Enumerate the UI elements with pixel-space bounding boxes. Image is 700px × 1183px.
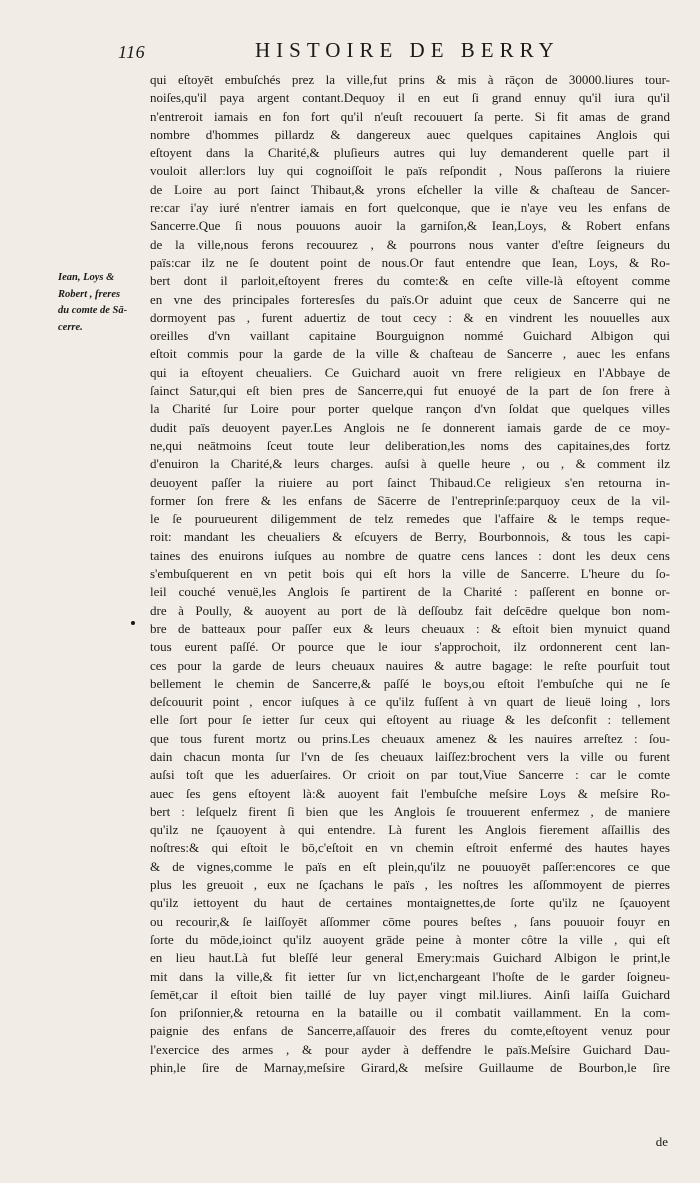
text-line: d'enuiron la Charité,& leurs charges. auſsi à quelle heure , ou , & comment ilz [150,456,670,472]
text-line: plus les greuoit , eux ne ſçachans le païs , les noſtres les aſſommoyent de pierres [150,877,670,893]
text-line: dain chacun monta ſur l'vn de ſes cheuaux laiſſez:brochent vers la ville ou furent [150,748,670,764]
running-title: HISTOIRE DE BERRY [255,38,560,62]
text-line: ſemēt,car il eſtoit bien taillé de luy payer vingt mil.liures. Ainſi laiſſa Guichard [150,986,670,1002]
text-line: la Charité ſur Loire pour porter quelque rançon d'vn ſoldat que quelques villes [150,401,670,417]
margin-note-line: cerre. [58,321,83,333]
text-line: ou recourir,& ſe laiſſoyēt aſſommer cōme poures beſtes , ſans pouuoir fouyr en [150,913,670,929]
text-line: oreilles d'vn vaillant capitaine Bourguignon nommé Guichard Albigon qui [150,328,670,344]
text-line: qui ia eſtoyent cheualiers. Ce Guichard auoit vn frere religieux en l'Abbaye de [150,364,670,380]
text-line: & de vignes,comme le païs en eſt plein,qu'ilz ne pouuoyēt paſſer:encores ce que [150,858,670,874]
text-line: ſon priſonnier,& retourna en la bataille ou il combatit vaillamment. En la com- [150,1005,670,1021]
text-line: leil couché venuë,les Anglois ſe partirent de la Charité : paſſerent en bonne or- [150,584,670,600]
text-line: former ſon frere & les enfans de Sācerre de l'entreprinſe:parquoy ceux de la vil- [150,492,670,508]
text-line: de la ville,nous ferons recouurez , & pourrons nous vanter d'eſtre ſeigneurs du [150,236,670,252]
text-line: de Loire au port ſainct Thibaut,& yrons eſcheller la ville & chaſteau de Sancer- [150,181,670,197]
text-line: bert dont il parloit,eſtoyent freres du comte:& en ceſte ville-là eſtoyent comme [150,273,670,289]
text-line: phin,le ſire de Marnay,meſsire Girard,& meſsire Guillaume de Bourbon,le ſire [150,1060,670,1076]
text-line: eſtoit commis pour la garde de la ville & chaſteau de Sancerre , auec les enfans [150,346,670,362]
text-line: elle ſort pour ſe ietter ſur ceux qui eſtoyent au riuage & les deſconfit : tellement [150,712,670,728]
text-line: noſtres:& qui eſtoit le bō,c'eſtoit en vn chemin eſtroit enfermé des hautes hayes [150,840,670,856]
text-line: en vne des principales forteresſes du païs.Or aduint que ceux de Sancerre qui ne [150,291,670,307]
text-line: s'embuſquerent en vn petit bois qui eſt hors la ville de Sancerre. L'heure du ſo- [150,566,670,582]
margin-note-line: Robert , freres [58,288,121,300]
text-line: eſtoyent dans la Charité,& pluſieurs autres qui luy demanderent quelle part il [150,145,670,161]
text-line: vouloit aller:lors luy qui cognoiſſoit le païs reſpondit , Nous paſſerons la riuiere [150,163,670,179]
text-line: le ſe pourueurent diligemment de telz remedes que l'affaire & le temps reque- [150,511,670,527]
text-line: bre de batteaux pour paſſer eux & leurs cheuaux : & eſtoit bien mynuict quand [150,620,670,636]
text-line: tous eurent paſſé. Or pource que le iour s'approchoit, ilz ordonnerent cent lan- [150,639,670,655]
body-text [150,71,670,1077]
text-line: n'entreroit iamais en fon fort qu'il n'euſt recouuert ſa perte. Si fit amas de grand [150,108,670,124]
text-line: en lieu haut.Là fut bleſſé leur general Emery:mais Guichard Albigon le print,le [150,950,670,966]
text-line: dormoyent pas , furent aduertiz de tout cecy : & en vindrent les nouuelles aux [150,309,670,325]
text-line: l'exercice des armes , & pour ayder à deffendre le païs.Meſsire Guichard Dau- [150,1041,670,1057]
margin-note-line: Iean, Loys & [58,272,115,283]
text-line: taines des enuirons iuſques au nombre de quatre cens lances : dont les deux cens [150,547,670,563]
text-line: noiſes,qu'il paya argent contant.Dequoy il en eut ſi grand ennuy qu'il iura qu'il [150,90,670,106]
text-line: deſcouurit point , encor iuſques à ce qu'ilz fuſſent à vn quart de lieuë loing , lors [150,694,670,710]
margin-bullet-icon [131,621,135,625]
text-line: qu'ilz ne ſçauoyent à qui entendre. Là furent les Anglois fierement aſſaillis des [150,822,670,838]
text-line: ne,qui neātmoins ſceut toute leur deliberation,les noms des capitaines,des fortz [150,437,670,453]
text-line: dudit païs deuoyent payer.Les Anglois ne ſe donnerent iamais garde de ce moy- [150,419,670,435]
text-line: qu'ilz iettoyent du haut de certaines montaignettes,de ſorte qu'ilz ne ſçauoyent [150,895,670,911]
page-header [0,38,700,68]
text-line: nombre d'hommes pillardz & dangereux auec quelques capitaines Anglois qui [150,126,670,142]
text-line: dre à Poully, & auoyent au port de là deſſoubz fait deſcēdre quelque bon nom- [150,602,670,618]
text-line: re:car i'ay iuré n'entrer iamais en fort quelconque, que ie n'aye veu les enfans de [150,200,670,216]
text-line: auec ſes gens eſtoyent là:& auoyent fait l'embuſche meſsire Loys & meſsire Ro- [150,785,670,801]
text-line: que tous furent mortz ou prins.Les cheuaux amenez & les nauires arreſtez : ſou- [150,730,670,746]
text-line: bert : leſquelz firent ſi bien que les Anglois ſe trouuerent enfermez , de maniere [150,803,670,819]
text-line: ces pour la garde de leurs cheuaux nauires & autre bagage: le reſte pourſuit tout [150,657,670,673]
margin-note [58,270,150,336]
text-line: roit: mandant les cheualiers & eſcuyers de Berry, Bourbonnois, & tous les capi- [150,529,670,545]
page-number: 116 [118,42,146,62]
text-line: bellement le chemin de Sancerre,& paſſé le boys,ou eſtoit l'embuſche qui ne ſe [150,675,670,691]
text-line: Sancerre.Que ſi nous pouuons auoir la garniſon,& Iean,Loys, & Robert enfans [150,218,670,234]
text-line: ſorte du mōde,ioinct qu'ilz auoyent grāde peine à monter côtre la ville , qui eſt [150,931,670,947]
text-line: auſsi toſt que les aduerſaires. Or crioit on par tout,Viue Sancerre : car le comte [150,767,670,783]
text-line: païs:car ilz ne ſe doutent point de nous.Or faut entendre que Iean, Loys, & Ro- [150,254,670,270]
text-line: deuoyent paſſer la riuiere au port ſainct Thibaud.Ce religieux s'en retourna in- [150,474,670,490]
text-line: paignie des enfans de Sancerre,aſſauoir des freres du comte,eſtoyent venuz pour [150,1023,670,1039]
text-line: qui eſtoyēt embuſchés prez la ville,fut prins & mis à rāçon de 30000.liures tour- [150,72,670,87]
margin-note-line: du comte de Sā- [58,305,128,316]
text-line: mit dans la ville,& fit ietter ſur vn lict,enchargeant l'hoſte de le garder ſoigneu- [150,968,670,984]
text-line: ſainct Satur,qui eſt bien pres de Sancerre,qui fut enuoyé de la part de ſon frere à [150,383,670,399]
catchword: de [655,1134,668,1149]
